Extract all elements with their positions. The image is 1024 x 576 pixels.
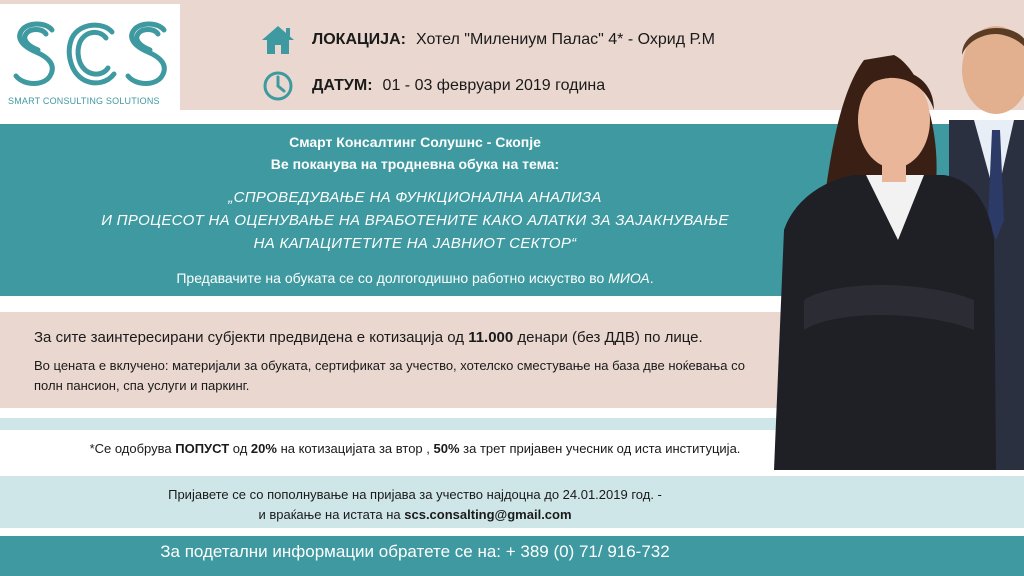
fee-text: [34, 329, 703, 346]
invitation-text: Ве поканува на тродневна обука на тема:: [270, 156, 560, 172]
logo: [0, 4, 180, 110]
discount-word: ПОПУСТ: [175, 441, 230, 456]
training-title-line-2: И ПРОЦЕСОТ НА ОЦЕНУВАЊЕ НА ВРАБОТЕНИТЕ КАКО АЛАТКИ ЗА ЗАЈАКНУВАЊЕ: [101, 212, 729, 229]
discount-part-4: за трет пријавен учесник од иста институција.: [459, 441, 741, 456]
apply-return-prefix: и враќање на истата на: [258, 507, 405, 522]
fee-included-text: Во цената е вклучено: материјали за обуката, сертификат за учество, хотелско сместување на база две ноќевања со полн пансион, спа услуги и паркинг.: [34, 358, 745, 393]
location-label: ЛОКАЦИЈА:: [312, 31, 406, 48]
apply-deadline-text: Пријавете се со пополнување на пријава за учество најдоцна до 24.01.2019 год. -: [168, 487, 662, 502]
fee-prefix: За сите заинтересирани субјекти предвидена е котизација од: [34, 329, 469, 346]
clock-icon: [260, 70, 296, 102]
training-title-line-3: НА КАПАЦИТЕТИТЕ НА ЈАВНИОТ СЕКТОР“: [253, 235, 577, 252]
location-value: Хотел "Милениум Палас" 4* - Охрид Р.М: [415, 31, 715, 48]
apply-return-text: [0, 507, 830, 522]
training-title-line-1: „СПРОВЕДУВАЊЕ НА ФУНКЦИОНАЛНА АНАЛИЗА: [228, 189, 602, 206]
fee-suffix: денари (без ДДВ) по лице.: [513, 329, 703, 346]
home-icon: [260, 24, 296, 56]
contact-phone-text: За подетални информации обратете се на: + 389 (0) 71/ 916-732: [160, 542, 670, 561]
lecturers-prefix: Предавачите на обуката се со долгогодишно работно искуство во: [176, 270, 609, 286]
discount-text: [0, 441, 830, 456]
discount-pct-1: 20%: [250, 441, 277, 456]
contact-email-link[interactable]: scs.consalting@gmail.com: [404, 507, 572, 522]
discount-pct-2: 50%: [433, 441, 460, 456]
date-label: ДАТУМ:: [312, 77, 373, 94]
date-value: 01 - 03 февруари 2019 година: [382, 77, 606, 94]
lecturers-suffix: .: [649, 270, 654, 286]
discount-part-3: на котизацијата за втор ,: [276, 441, 434, 456]
organizer-name: Смарт Консалтинг Солушнс - Скопје: [289, 134, 541, 150]
fee-amount: 11.000: [468, 329, 514, 346]
scs-logo-mark: [8, 16, 172, 92]
logo-tagline: SMART CONSULTING SOLUTIONS: [8, 96, 160, 106]
discount-part-1: *Се одобрува: [89, 441, 176, 456]
lecturers-org: МИОА: [608, 270, 650, 286]
lecturers-note: [0, 270, 830, 286]
date-row: [260, 70, 605, 102]
discount-part-2: од: [229, 441, 251, 456]
location-row: [260, 24, 715, 56]
